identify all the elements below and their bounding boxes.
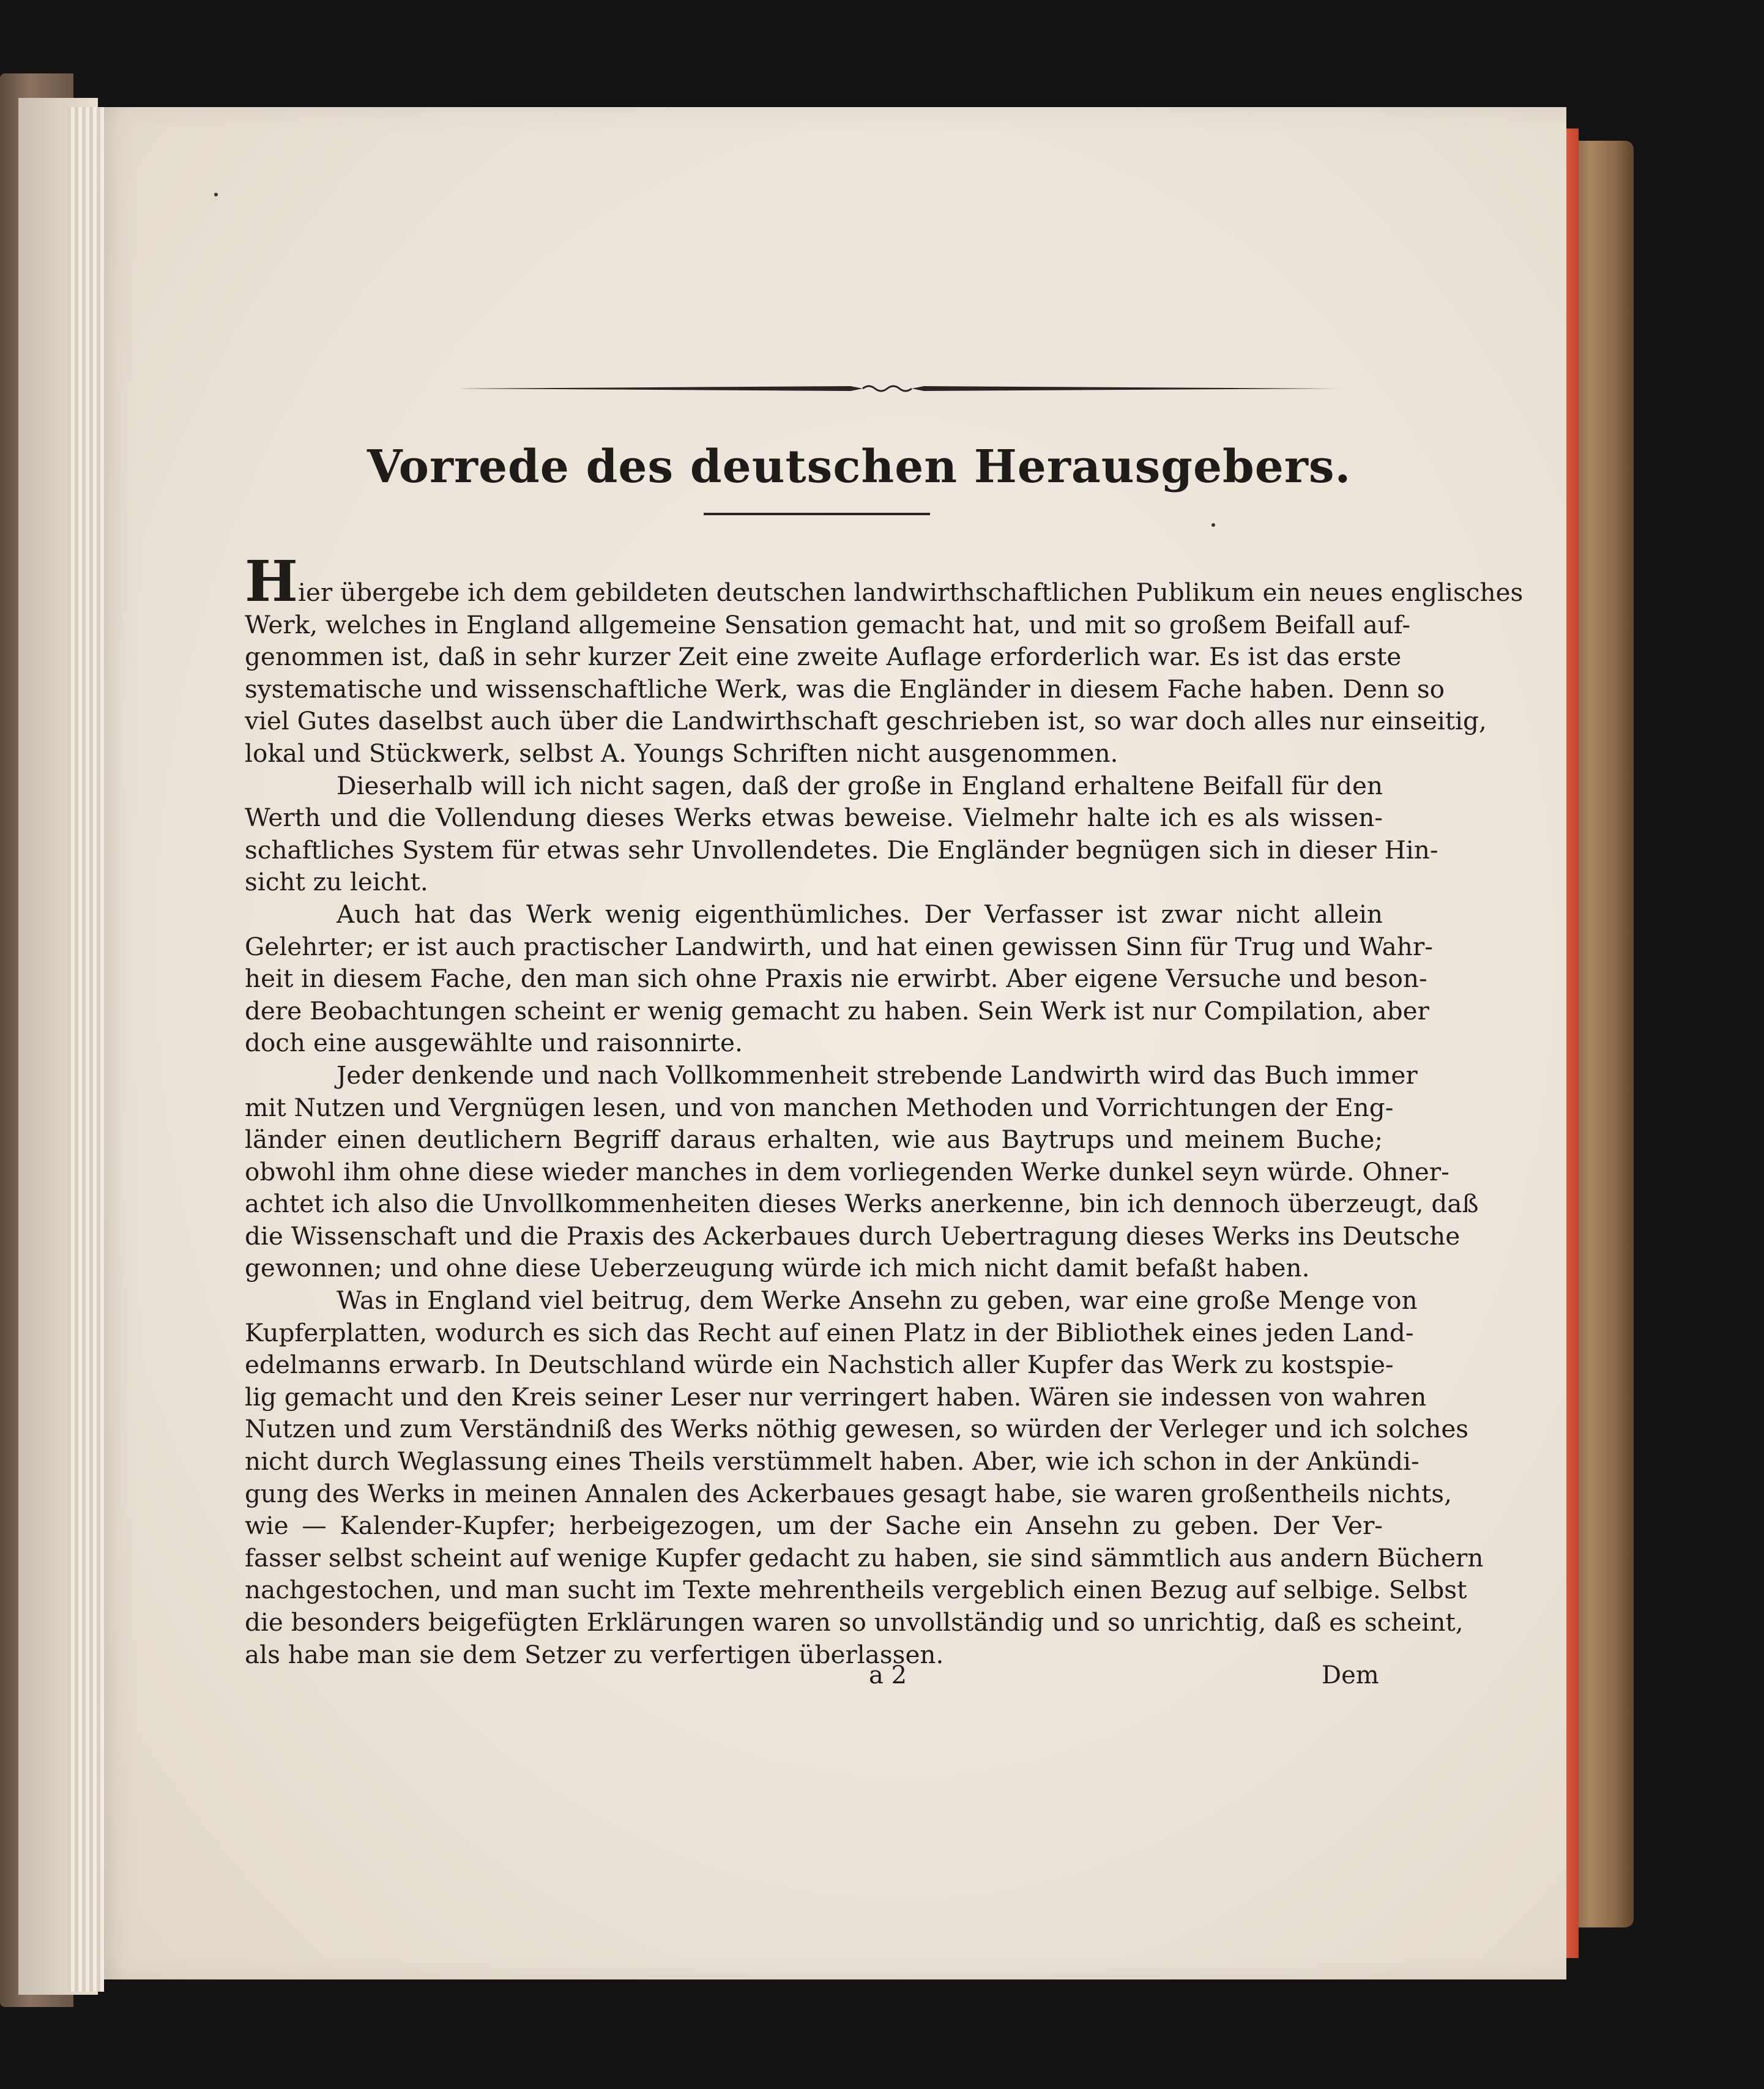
text-line: gewonnen; und ohne diese Ueberzeugung würde ich mich nicht damit befaßt haben. [245,1253,1310,1283]
page-stack-edges [67,107,104,1992]
signature-mark: a 2 [869,1661,907,1689]
text-line: länder einen deutlichern Begriff daraus erhalten, wie aus Baytrups und meinem Buche; [245,1125,1383,1155]
body-text [245,548,1524,1670]
text-line: Werth und die Vollendung dieses Werks etwas beweise. Vielmehr halte ich es als wissen- [245,803,1383,833]
text-line: Hier übergebe ich dem gebildeten deutschen landwirthschaftlichen Publikum ein neues englisches [245,548,1524,614]
text-line: Dieserhalb will ich nicht sagen, daß der große in England erhaltene Beifall für den [337,770,1383,800]
paragraph [245,770,1438,898]
page-title: Vorrede des deutschen Herausgebers. [367,441,1352,493]
text-line: fasser selbst scheint auf wenige Kupfer gedacht zu haben, sie sind sämmtlich aus andern Büchern [245,1543,1484,1573]
text-line: nachgestochen, und man sucht im Texte mehrentheils vergeblich einen Bezug auf selbige. Selbst [245,1575,1467,1605]
paragraph [245,898,1433,1059]
text-line: dere Beobachtungen scheint er wenig gemacht zu haben. Sein Werk ist nur Compilation, aber [245,996,1429,1026]
paragraph [245,548,1524,770]
paragraph [245,1059,1479,1284]
text-line: als habe man sie dem Setzer zu verfertigen überlassen. [245,1639,944,1669]
title-rule [704,513,930,515]
text-line: Jeder denkende und nach Vollkommenheit strebende Landwirth wird das Buch immer [337,1060,1418,1090]
text-line: achtet ich also die Unvollkommenheiten dieses Werks anerkenne, bin ich dennoch überzeugt, daß [245,1189,1479,1219]
text-line: Gelehrter; er ist auch practischer Landwirth, und hat einen gewissen Sinn für Trug und Wahr- [245,931,1433,961]
text-line: sicht zu leicht. [245,867,428,897]
speck [1211,523,1215,527]
catchword: Dem [1322,1661,1379,1689]
speck [214,193,218,196]
header-ornament [459,382,1340,395]
text-line: genommen ist, daß in sehr kurzer Zeit eine zweite Auflage erforderlich war. Es ist das erste [245,642,1402,672]
text-line: Kupferplatten, wodurch es sich das Recht auf einen Platz in der Bibliothek eines jeden Land- [245,1317,1414,1347]
text-line: obwohl ihm ohne diese wieder manches in dem vorliegenden Werke dunkel seyn würde. Ohner- [245,1156,1450,1186]
page-edge-red [1565,128,1579,1958]
text-line: heit in diesem Fache, den man sich ohne Praxis nie erwirbt. Aber eigene Versuche und beson- [245,964,1427,994]
text-line: Auch hat das Werk wenig eigenthümliches. Der Verfasser ist zwar nicht allein [337,899,1383,929]
text-line: schaftliches System für etwas sehr Unvollendetes. Die Engländer begnügen sich in dieser Hin- [245,835,1438,865]
text-line: Was in England viel beitrug, dem Werke Ansehn zu geben, war eine große Menge von [337,1286,1418,1316]
text-line: mit Nutzen und Vergnügen lesen, und von manchen Methoden und Vorrichtungen der Eng- [245,1092,1394,1122]
paragraph [245,1284,1484,1670]
text-line: gung des Werks in meinen Annalen des Ackerbaues gesagt habe, sie waren großentheils nichts, [245,1478,1452,1508]
text-line: systematische und wissenschaftliche Werk, was die Engländer in diesem Fache haben. Denn so [245,674,1445,704]
text-line: die besonders beigefügten Erklärungen waren so unvollständig und so unrichtig, daß es scheint, [245,1607,1464,1637]
text-line: edelmanns erwarb. In Deutschland würde ein Nachstich aller Kupfer das Werk zu kostspie- [245,1350,1394,1380]
drop-cap: H [245,548,298,614]
text-line: die Wissenschaft und die Praxis des Ackerbaues durch Uebertragung dieses Werks ins Deutsche [245,1221,1461,1251]
text-line: doch eine ausgewählte und raisonnirte. [245,1028,743,1058]
text-line: wie — Kalender-Kupfer; herbeigezogen, um der Sache ein Ansehn zu geben. Der Ver- [245,1511,1383,1541]
text-line: viel Gutes daselbst auch über die Landwirthschaft geschrieben ist, so war doch alles nur einseitig, [245,706,1487,736]
text-line: Werk, welches in England allgemeine Sensation gemacht hat, und mit so großem Beifall auf- [245,609,1411,639]
text-line: lokal und Stückwerk, selbst A. Youngs Schriften nicht ausgenommen. [245,738,1118,768]
text-line: Nutzen und zum Verständniß des Werks nöthig gewesen, so würden der Verleger und ich solches [245,1414,1469,1444]
text-line: lig gemacht und den Kreis seiner Leser nur verringert haben. Wären sie indessen von wahren [245,1382,1427,1412]
text-line: nicht durch Weglassung eines Theils verstümmelt haben. Aber, wie ich schon in der Ankündi- [245,1447,1420,1476]
